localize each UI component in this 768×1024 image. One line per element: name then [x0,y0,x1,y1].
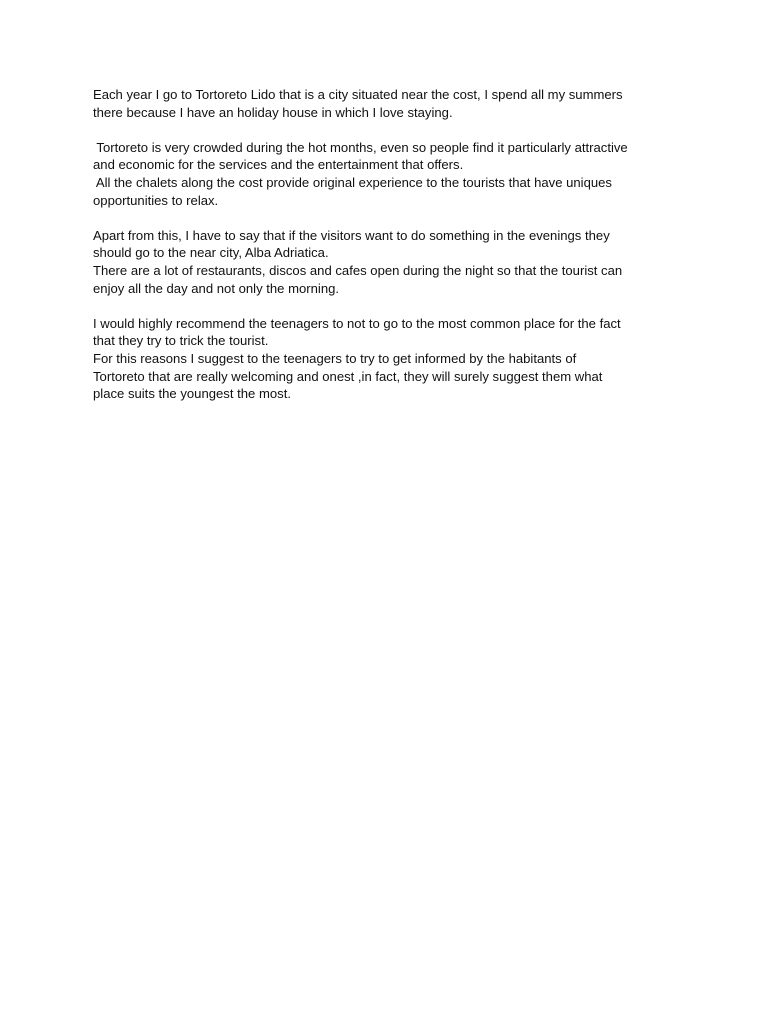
text-line: should go to the near city, Alba Adriatica. [93,245,329,261]
paragraph-evenings [93,227,693,297]
text-line: There are a lot of restaurants, discos and cafes open during the night so that the tourist can [93,262,623,278]
text-line: I would highly recommend the teenagers to not to go to the most common place for the fact [93,315,621,331]
text-line: Apart from this, I have to say that if the visitors want to do something in the evenings they [93,227,610,243]
paragraph-recommendation [93,315,693,403]
text-line: and economic for the services and the entertainment that offers. [93,157,464,173]
text-line: For this reasons I suggest to the teenagers to try to get informed by the habitants of [93,350,577,366]
text-line: Tortoreto is very crowded during the hot months, even so people find it particularly attractive [93,139,628,155]
text-line: Each year I go to Tortoreto Lido that is a city situated near the cost, I spend all my summers [93,87,623,102]
paragraph-crowded [93,139,693,209]
text-line: enjoy all the day and not only the morning. [93,280,340,296]
text-line: that they try to trick the tourist. [93,333,269,349]
text-line: opportunities to relax. [93,192,219,208]
text-line: All the chalets along the cost provide original experience to the tourists that have uniques [93,174,612,190]
text-line: place suits the youngest the most. [93,386,291,402]
paragraph-intro [93,86,693,121]
text-line: there because I have an holiday house in which I love staying. [93,104,453,120]
text-line: Tortoreto that are really welcoming and onest ,in fact, they will surely suggest them what [93,368,603,384]
document-body [93,86,693,420]
